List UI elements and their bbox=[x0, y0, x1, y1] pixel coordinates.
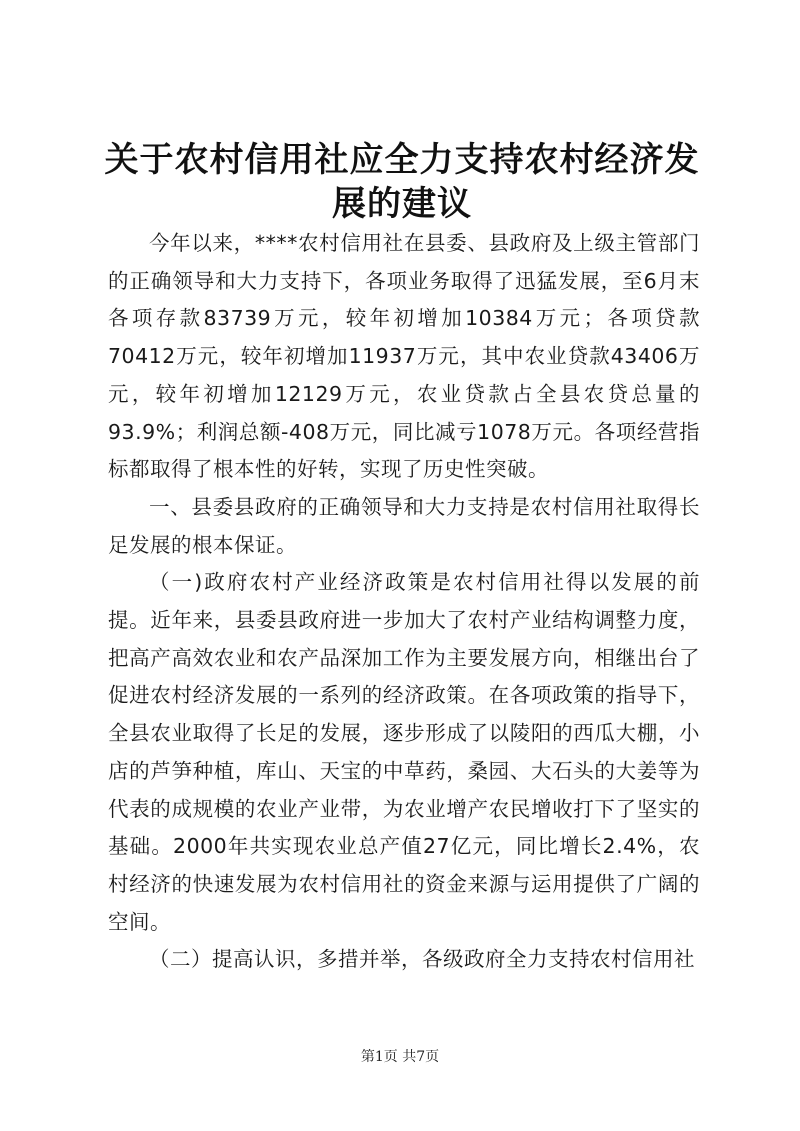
paragraph-intro: 今年以来，****农村信用社在县委、县政府及上级主管部门的正确领导和大力支持下，各项业务取得了迅猛发展，至6月末各项存款83739万元，较年初增加10384万元；各项贷款70412万元，较年初增加11937万元，其中农业贷款43406万元，较年初增加12129万元，农业贷款占全县农贷总量的93.9%；利润总额-408万元，同比减亏1078万元。各项经营指标都取得了根本性的好转，实现了历史性突破。 bbox=[108, 231, 700, 482]
paragraph-section-heading: 一、县委县政府的正确领导和大力支持是农村信用社取得长足发展的根本保证。 bbox=[108, 494, 700, 557]
page-number-footer: 第1页 共7页 bbox=[360, 1049, 440, 1065]
document-title: 关于农村信用社应全力支持农村经济发展的建议 bbox=[104, 140, 700, 224]
paragraph-subsection-two: （二）提高认识，多措并举，各级政府全力支持农村信用社 bbox=[149, 947, 695, 972]
document-body bbox=[108, 225, 700, 979]
paragraph-subsection-one: （一)政府农村产业经济政策是农村信用社得以发展的前提。近年来，县委县政府进一步加大了农村产业结构调整力度，把高产高效农业和农产品深加工作为主要发展方向，相继出台了促进农村经济发展的一系列的经济政策。在各项政策的指导下，全县农业取得了长足的发展，逐步形成了以陵阳的西瓜大棚，小店的芦笋种植，库山、天宝的中草药，桑园、大石头的大姜等为代表的成规模的农业产业带，为农业增产农民增收打下了坚实的基础。2000年共实现农业总产值27亿元，同比增长2.4%，农村经济的快速发展为农村信用社的资金来源与运用提供了广阔的空间。 bbox=[108, 570, 700, 934]
